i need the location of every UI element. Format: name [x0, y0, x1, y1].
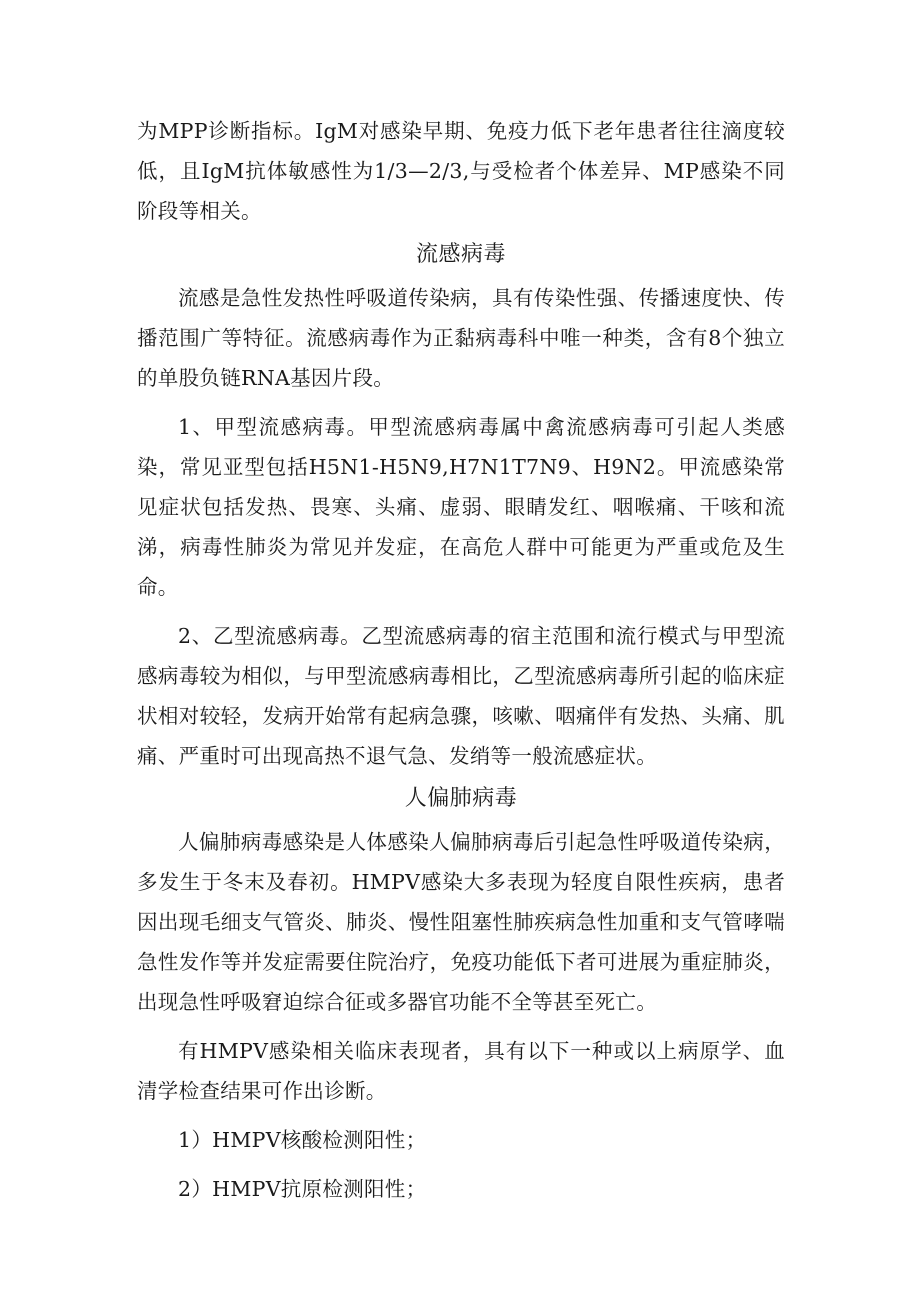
document-page — [137, 111, 785, 1209]
list-item: 1）HMPV核酸检测阳性； — [178, 1128, 427, 1152]
paragraph: 1、甲型流感病毒。甲型流感病毒属中禽流感病毒可引起人类感染，常见亚型包括H5N1-H5N9,H7N1T7N9、H9N2。甲流感染常见症状包括发热、畏寒、头痛、虚弱、眼睛发红、咽喉痛、干咳和流涕，病毒性肺炎为常见并发症，在高危人群中可能更为严重或危及生命。 — [137, 415, 785, 599]
section-heading-influenza: 流感病毒 — [415, 242, 506, 267]
paragraph: 2、乙型流感病毒。乙型流感病毒的宿主范围和流行模式与甲型流感病毒较为相似，与甲型流感病毒相比，乙型流感病毒所引起的临床症状相对较轻，发病开始常有起病急骤，咳嗽、咽痛伴有发热、头痛、肌痛、严重时可出现高热不退气急、发绡等一般流感症状。 — [137, 624, 785, 768]
section-heading-hmpv: 人偏肺病毒 — [404, 786, 518, 811]
intro-paragraph: 为MPP诊断指标。IgM对感染早期、免疫力低下老年患者往往滴度较低，且IgM抗体敏感性为1/3—2/3,与受检者个体差异、MP感染不同阶段等相关。 — [137, 119, 785, 223]
paragraph: 人偏肺病毒感染是人体感染人偏肺病毒后引起急性呼吸道传染病，多发生于冬末及春初。HMPV感染大多表现为轻度自限性疾病，患者因出现毛细支气管炎、肺炎、慢性阻塞性肺疾病急性加重和支气管哮喘急性发作等并发症需要住院治疗，免疫功能低下者可进展为重症肺炎，出现急性呼吸窘迫综合征或多器官功能不全等甚至死亡。 — [137, 830, 785, 1014]
list-item: 2）HMPV抗原检测阳性； — [178, 1177, 427, 1201]
paragraph: 流感是急性发热性呼吸道传染病，具有传染性强、传播速度快、传播范围广等特征。流感病毒作为正黏病毒科中唯一种类，含有8个独立的单股负链RNA基因片段。 — [137, 286, 785, 390]
paragraph: 有HMPV感染相关临床表现者，具有以下一种或以上病原学、血清学检查结果可作出诊断。 — [137, 1039, 785, 1103]
